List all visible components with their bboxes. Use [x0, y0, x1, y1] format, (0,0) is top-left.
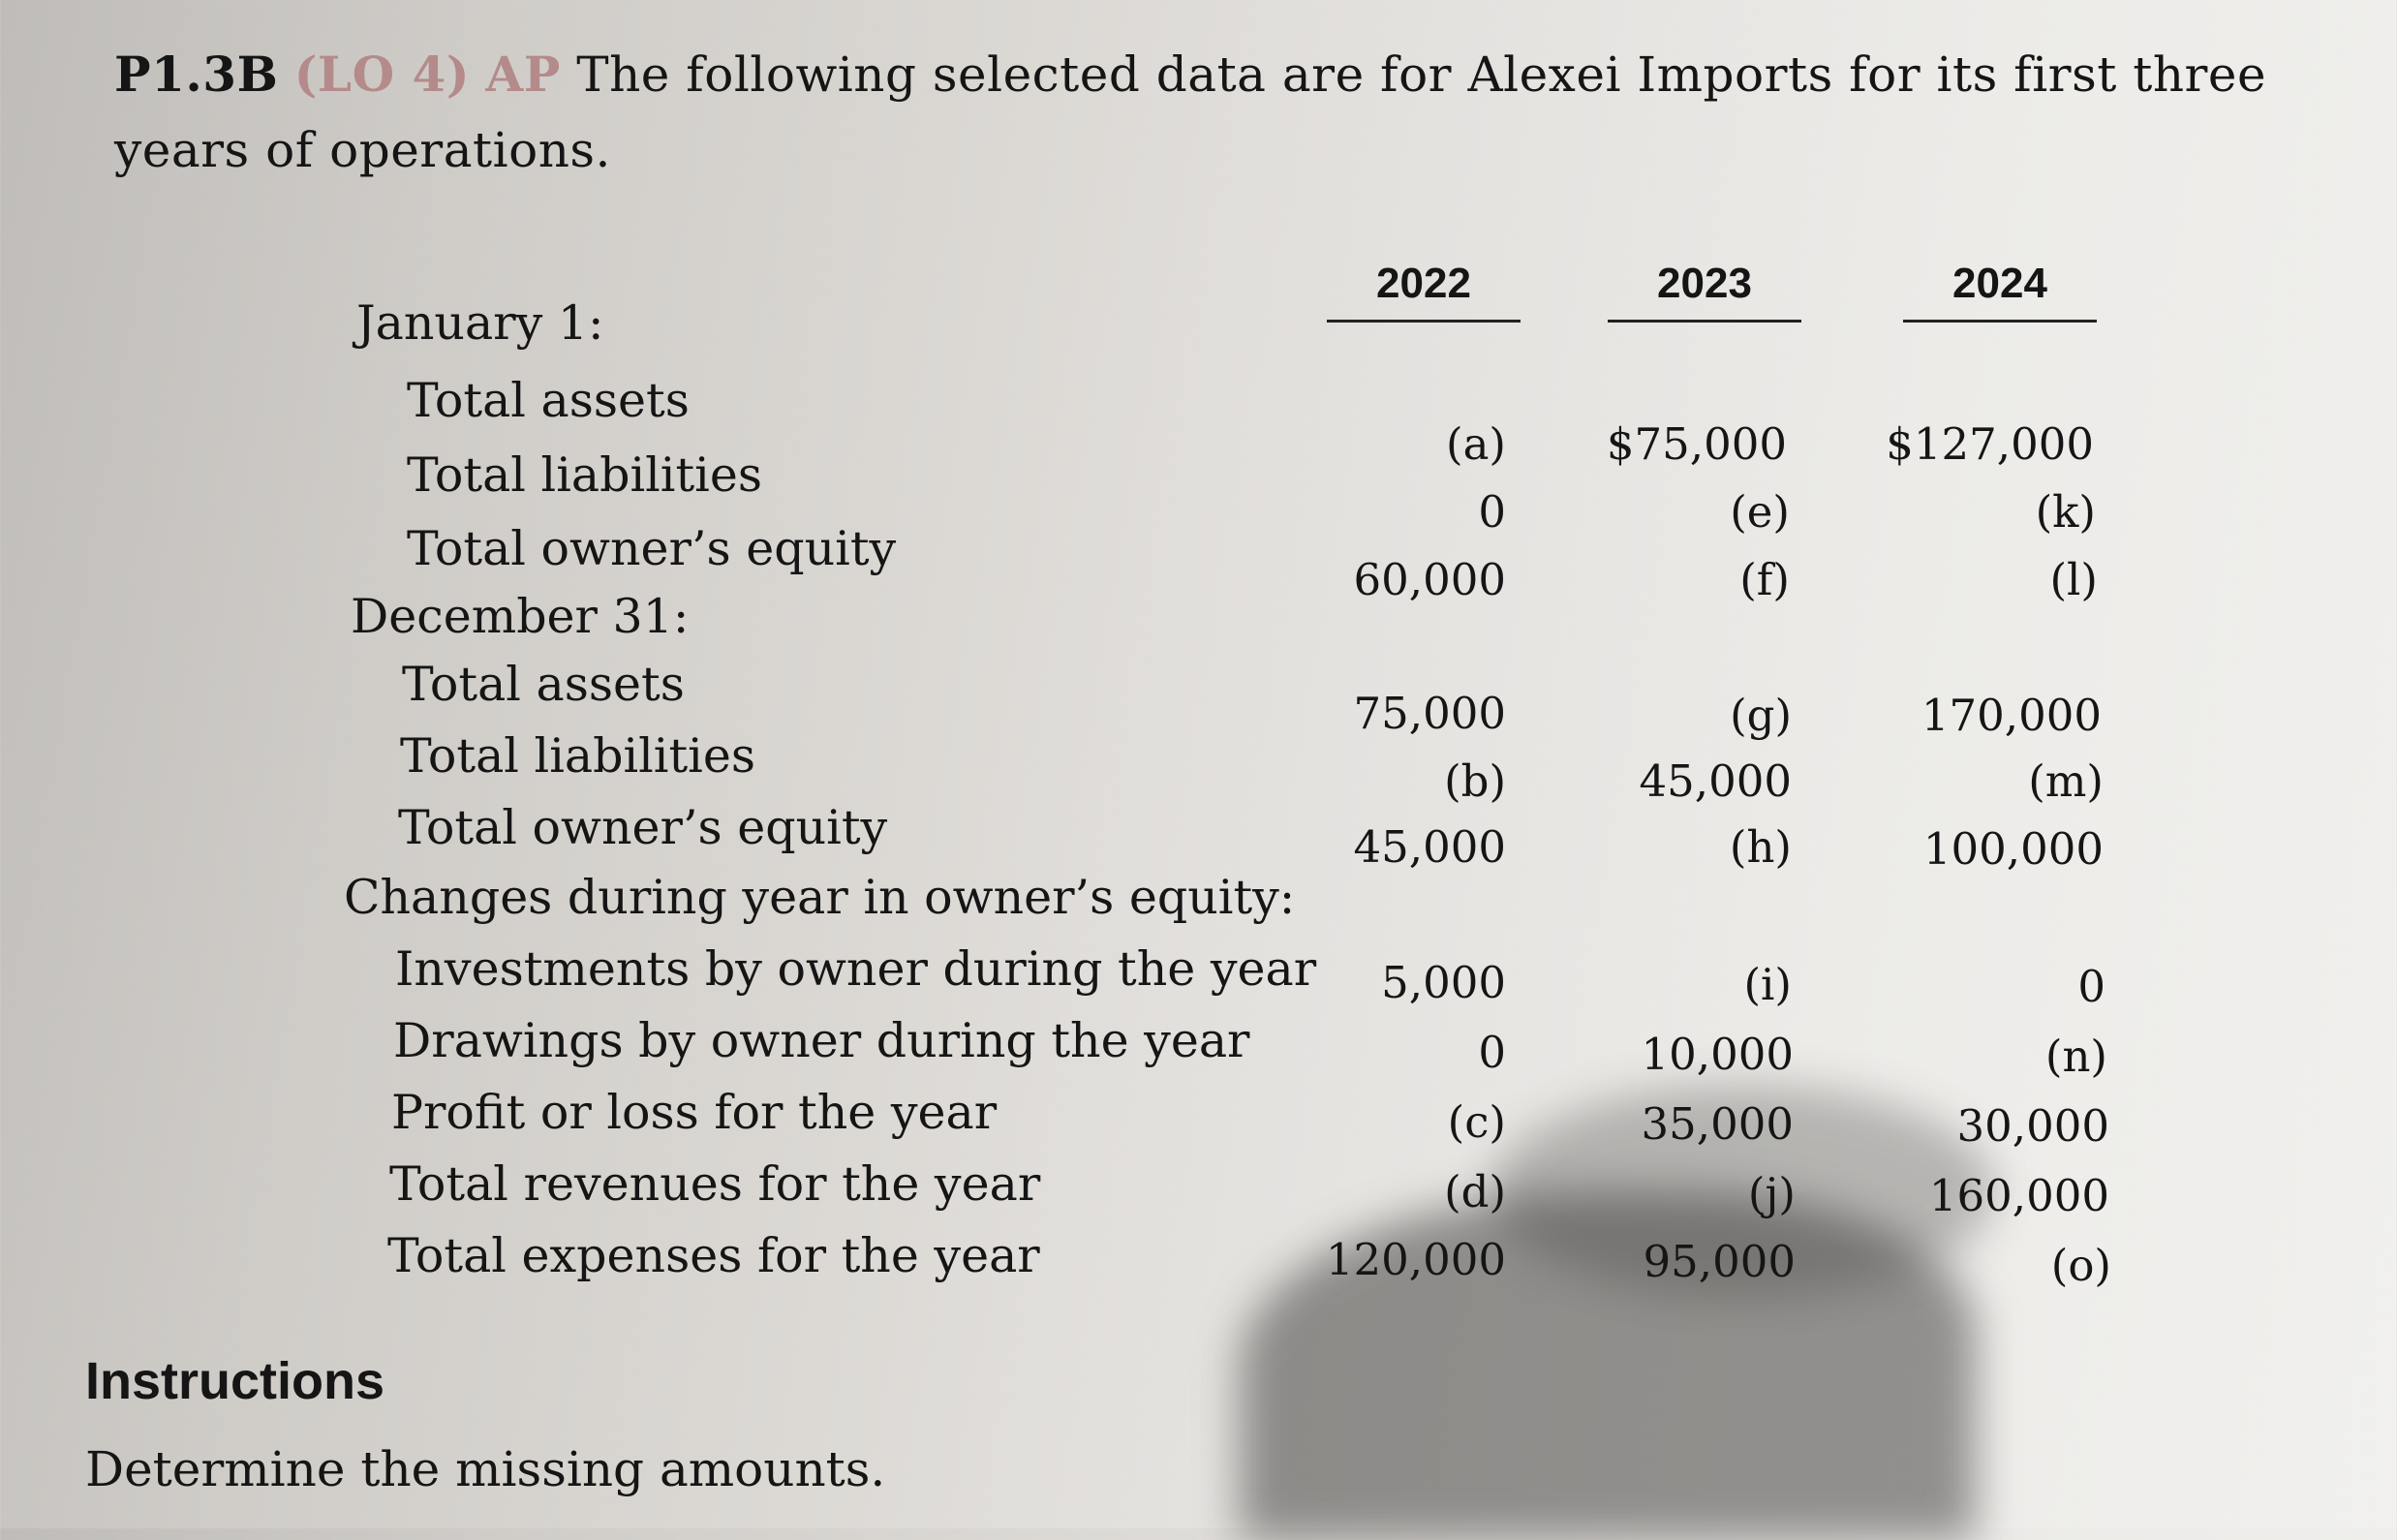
cell-2024: $127,000: [1886, 418, 2094, 470]
cell-2024: 170,000: [1921, 690, 2102, 741]
cell-2022: 120,000: [1325, 1234, 1506, 1285]
cell-2023: 95,000: [1643, 1236, 1796, 1287]
cell-2023: (g): [1730, 690, 1792, 741]
cell-2023: 45,000: [1639, 755, 1792, 807]
cell-2023: (j): [1747, 1168, 1796, 1219]
cell-2022: (c): [1447, 1096, 1506, 1148]
cell-2024: (m): [2028, 755, 2104, 807]
column-header-2022: 2022: [1327, 260, 1521, 323]
cell-2023: 10,000: [1641, 1029, 1794, 1080]
cell-2023: 35,000: [1641, 1098, 1794, 1150]
cell-2024: (k): [2035, 486, 2096, 538]
learning-objective: (LO 4): [293, 46, 470, 103]
cell-2023: (h): [1729, 821, 1792, 873]
cell-2022: (a): [1446, 418, 1506, 470]
cell-2023: $75,000: [1606, 418, 1787, 470]
section-title-december: December 31:: [351, 589, 690, 644]
instructions-text: Determine the missing amounts.: [85, 1441, 886, 1497]
cell-2022: 60,000: [1353, 554, 1506, 605]
cell-2022: 0: [1478, 486, 1506, 538]
problem-heading: [114, 37, 2332, 188]
section-title-changes: Changes during year in owner’s equity:: [344, 870, 1296, 925]
cell-2024: 160,000: [1928, 1170, 2109, 1221]
row-label: Total assets: [407, 373, 690, 428]
cell-2022: 5,000: [1381, 957, 1506, 1008]
row-label: Total liabilities: [407, 447, 762, 503]
instructions-heading: Instructions: [85, 1352, 385, 1410]
column-header-2024: 2024: [1903, 260, 2097, 323]
section-title-january: January 1:: [356, 295, 604, 351]
cell-2024: 30,000: [1956, 1100, 2109, 1152]
cell-2023: (e): [1730, 486, 1790, 538]
row-label: Total owner’s equity: [407, 521, 897, 576]
ap-tag: AP: [485, 46, 561, 103]
cell-2022: (d): [1444, 1166, 1506, 1217]
row-label: Profit or loss for the year: [391, 1085, 998, 1140]
cell-2024: 0: [2077, 961, 2105, 1012]
row-label: Total expenses for the year: [387, 1228, 1040, 1283]
cell-2023: (f): [1739, 554, 1790, 605]
cell-2024: (n): [2044, 1031, 2107, 1082]
row-label: Total revenues for the year: [389, 1156, 1041, 1212]
cell-2024: (l): [2049, 554, 2098, 605]
column-header-2023: 2023: [1608, 260, 1801, 323]
row-label: Total assets: [402, 657, 685, 712]
cell-2022: (b): [1444, 755, 1506, 807]
cell-2024: 100,000: [1922, 823, 2104, 875]
problem-code: P1.3B: [114, 46, 279, 103]
cell-2024: (o): [2050, 1240, 2111, 1291]
problem-text: The following selected data are for Alexei Imports for its first three years of operations.: [114, 46, 2267, 178]
cell-2022: 0: [1478, 1027, 1506, 1078]
row-label: Total owner’s equity: [398, 800, 888, 855]
cell-2023: (i): [1743, 959, 1792, 1010]
row-label: Total liabilities: [400, 728, 755, 784]
cell-2022: 45,000: [1353, 821, 1506, 873]
row-label: Investments by owner during the year: [395, 941, 1317, 997]
row-label: Drawings by owner during the year: [393, 1013, 1250, 1068]
cell-2022: 75,000: [1353, 688, 1506, 739]
